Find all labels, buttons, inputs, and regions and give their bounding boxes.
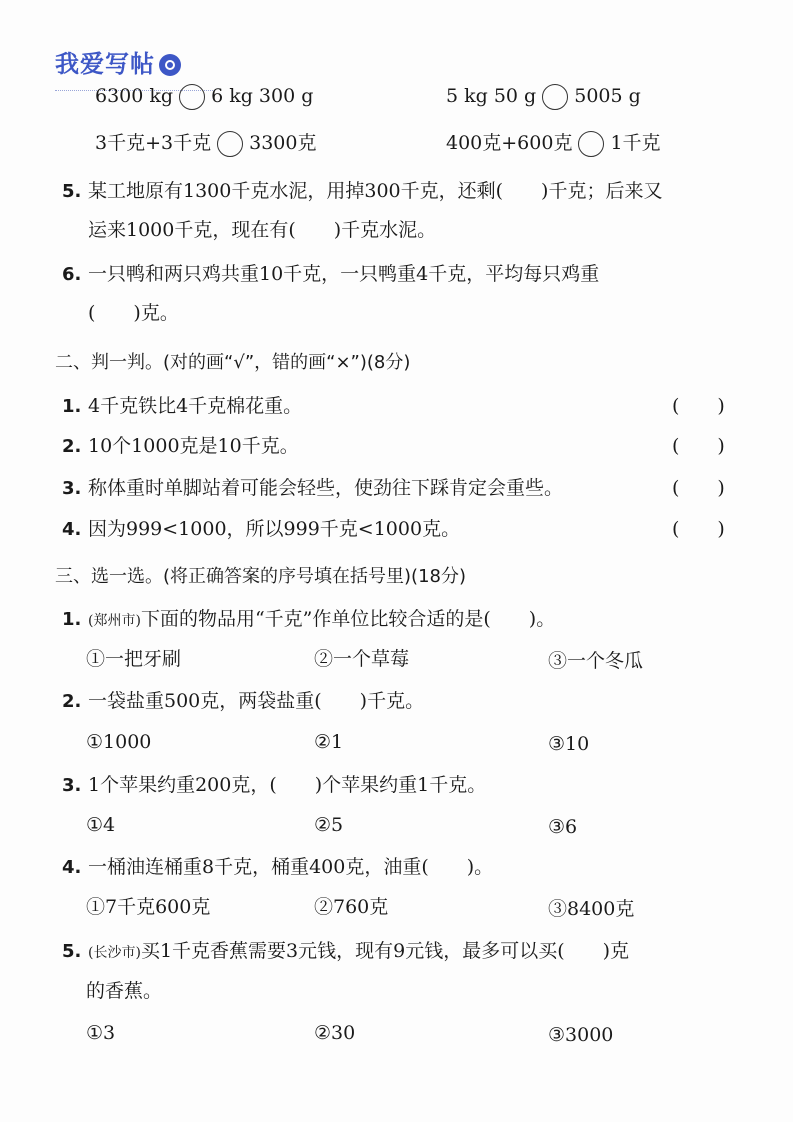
choose-item-1: 1. (郑州市)下面的物品用“千克”作单位比较合适的是( )。: [62, 608, 556, 630]
compare-row-2-right: 400克+600克 1千克: [446, 131, 661, 157]
choose-1-option-2[interactable]: ②一个草莓: [314, 648, 410, 670]
choose-3-option-2[interactable]: ②5: [314, 814, 344, 836]
choose-4-option-1[interactable]: ①7千克600克: [86, 896, 211, 918]
choose-item-2: 2. 一袋盐重500克，两袋盐重( )千克。: [62, 690, 425, 712]
compare-row-1-left: 6300 kg 6 kg 300 g: [95, 84, 313, 110]
choose-item-4: 4. 一桶油连桶重8千克，桶重400克，油重( )。: [62, 856, 494, 878]
judge-item-1: 1. 4千克铁比4千克棉花重。: [62, 395, 303, 417]
fill-item-5-line2: 运来1000千克，现在有( )千克水泥。: [88, 219, 437, 241]
logo-badge-icon: [159, 54, 181, 76]
choose-2-option-2[interactable]: ②1: [314, 731, 344, 753]
fill-item-5: 5. 某工地原有1300千克水泥，用掉300千克，还剩( )千克；后来又: [62, 180, 663, 202]
judge-answer-2[interactable]: ( ): [672, 435, 725, 457]
fill-item-6: 6. 一只鸭和两只鸡共重10千克，一只鸭重4千克，平均每只鸡重: [62, 263, 600, 285]
judge-answer-4[interactable]: ( ): [672, 518, 725, 540]
logo-text: 我爱写帖: [55, 50, 155, 78]
judge-answer-1[interactable]: ( ): [672, 395, 725, 417]
choose-item-5-line2: 的香蕉。: [86, 980, 163, 1002]
compare-row-1-right: 5 kg 50 g 5005 g: [446, 84, 641, 110]
watermark-logo: [55, 44, 181, 78]
judge-answer-3[interactable]: ( ): [672, 477, 725, 499]
compare-circle[interactable]: [179, 84, 205, 110]
compare-circle[interactable]: [217, 131, 243, 157]
choose-4-option-2[interactable]: ②760克: [314, 896, 389, 918]
choose-1-option-3[interactable]: ③一个冬瓜: [548, 650, 644, 672]
fill-item-6-line2: ( )克。: [88, 302, 179, 324]
judge-item-2: 2. 10个1000克是10千克。: [62, 435, 299, 457]
choose-item-3: 3. 1个苹果约重200克，( )个苹果约重1千克。: [62, 774, 487, 796]
choose-3-option-3[interactable]: ③6: [548, 816, 578, 838]
choose-2-option-3[interactable]: ③10: [548, 733, 590, 755]
compare-circle[interactable]: [578, 131, 604, 157]
section-choose-title: 三、选一选。(将正确答案的序号填在括号里)(18分): [55, 566, 466, 587]
choose-3-option-1[interactable]: ①4: [86, 814, 116, 836]
choose-5-option-3[interactable]: ③3000: [548, 1024, 614, 1046]
judge-item-4: 4. 因为999<1000，所以999千克<1000克。: [62, 518, 461, 540]
choose-1-option-1[interactable]: ①一把牙刷: [86, 648, 182, 670]
choose-5-option-1[interactable]: ①3: [86, 1022, 116, 1044]
choose-5-option-2[interactable]: ②30: [314, 1022, 356, 1044]
section-judge-title: 二、判一判。(对的画“√”，错的画“×”)(8分): [55, 352, 411, 373]
choose-item-5: 5. (长沙市)买1千克香蕉需要3元钱，现有9元钱，最多可以买( )克: [62, 940, 630, 962]
compare-row-2-left: 3千克+3千克 3300克: [95, 131, 316, 157]
judge-item-3: 3. 称体重时单脚站着可能会轻些，使劲往下踩肯定会重些。: [62, 477, 564, 499]
choose-2-option-1[interactable]: ①1000: [86, 731, 152, 753]
choose-4-option-3[interactable]: ③8400克: [548, 898, 635, 920]
compare-circle[interactable]: [542, 84, 568, 110]
